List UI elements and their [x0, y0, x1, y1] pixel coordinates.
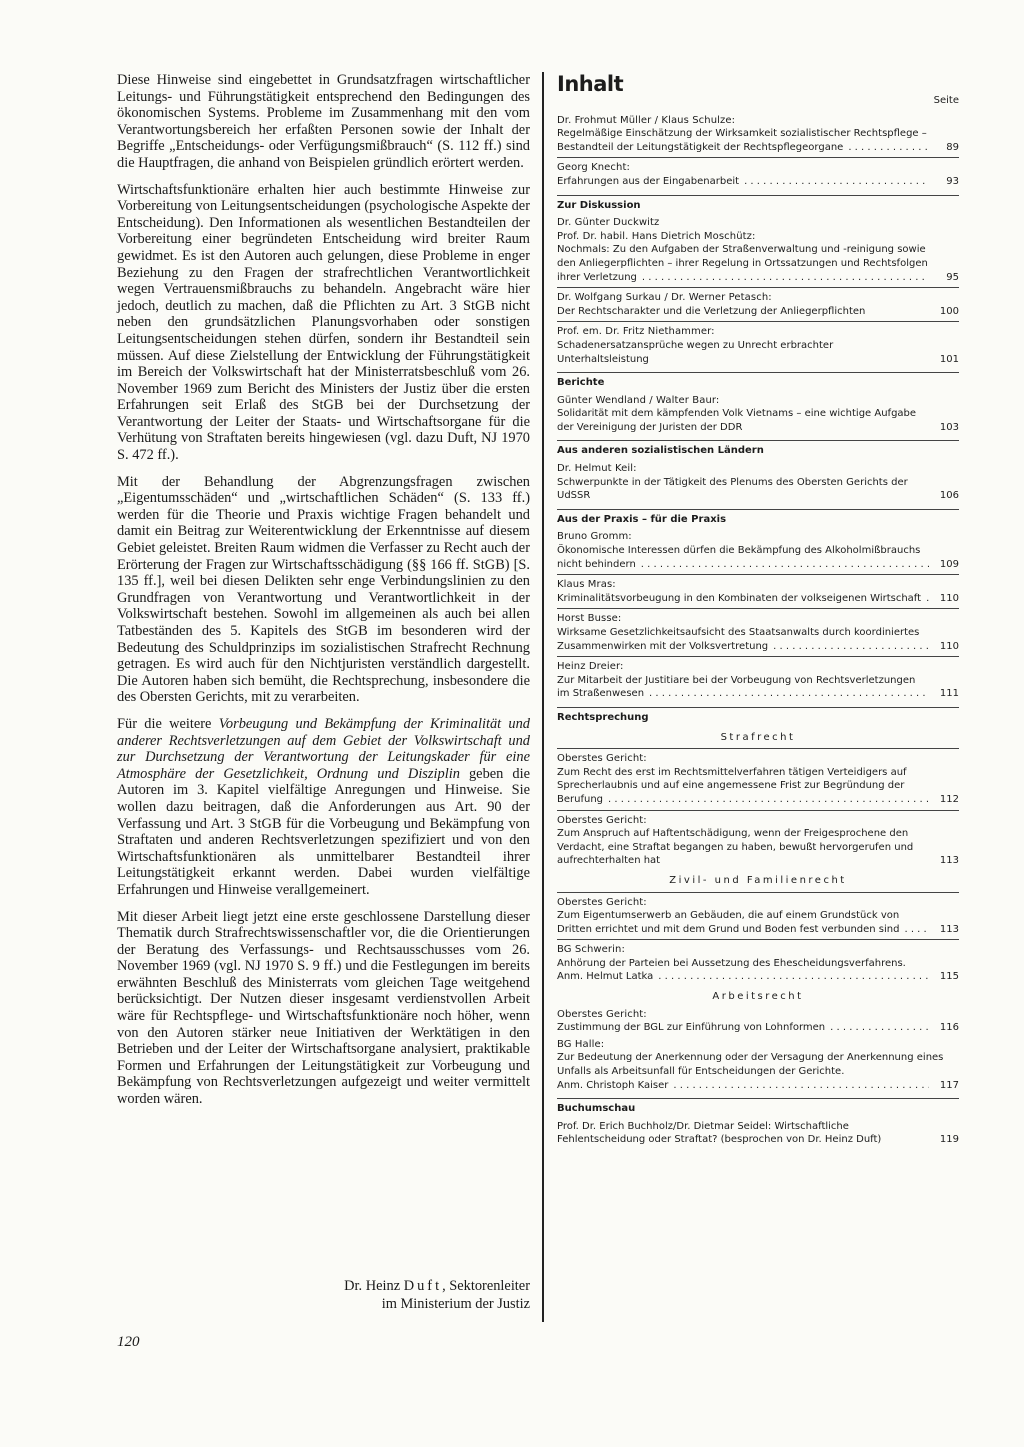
toc-page-ref: 109: [929, 558, 959, 572]
toc-entry: Prof. Dr. Erich Buchholz/Dr. Dietmar Seidel: Wirtschaftliche Fehlentscheidung oder Straftat? (besprochen von Dr. Heinz Duft) 119: [557, 1120, 959, 1146]
toc-page-ref: 89: [929, 141, 959, 155]
toc-page-ref: 112: [929, 793, 959, 807]
toc-section-heading: Aus der Praxis – für die Praxis: [557, 509, 959, 527]
toc-page-ref: 101: [929, 353, 959, 367]
toc-entry: Oberstes Gericht: Zum Anspruch auf Haftentschädigung, wenn der Freigesprochene den Verdacht, eine Straftat begangen zu haben, bewußt hervorgerufen und aufrechterhalten hat 113: [557, 810, 959, 868]
toc-entry: Oberstes Gericht: Zum Recht des erst im Rechtsmittelverfahren tätigen Verteidigers auf Sprecherlaubnis und auf eine angemessene Frist zur Begründung der Berufung . . . 112: [557, 748, 959, 806]
toc-entry: Horst Busse: Wirksame Gesetzlichkeitsaufsicht des Staatsanwalts durch koordiniertes Zusammenwirken mit der Volksvertretung . . . 110: [557, 608, 959, 653]
paragraph-4: Für die weitere Vorbeugung und Bekämpfung der Kriminalität und anderer Rechtsverletzungen auf dem Gebiet der Volkswirtschaft und zur Durchsetzung der Verantwortung der Leitungskader für eine Atmosphäre der Gesetzlichkeit, Ordnung und Disziplin geben die Autoren im 3. Kapitel vielfältige Anregungen und Hinweise. Sie wollen dazu beitragen, daß die Anforderungen aus Art. 90 der Verfassung und Art. 3 StGB für die Vorbeugung und Bekämpfung von Straftaten und anderen Rechtsverletzungen spezifiziert und von den Wirtschaftsfunktionären als unmittelbarer Bestandteil ihrer Leitungstätigkeit erkannt werden. Dabei wurden vielfältige Erfahrungen und Hinweise verallgemeinert.: [117, 715, 531, 898]
toc-page-ref: 95: [929, 271, 959, 285]
toc-entry: Dr. Günter Duckwitz Prof. Dr. habil. Hans Dietrich Moschütz: Nochmals: Zu den Aufgaben der Straßenverwaltung und -reinigung sowie den Anliegerpflichten – ihrer Regelung in Ortssatzungen und Rechtsfolgen ihrer Verletzung . . . 95: [557, 216, 959, 284]
toc-page-ref: 110: [929, 592, 959, 606]
toc-page-ref: 111: [929, 687, 959, 701]
table-of-contents: [557, 72, 959, 1150]
paragraph-5: Mit dieser Arbeit liegt jetzt eine erste geschlossene Darstellung dieser Thematik durch Strafrechtswissenschaftler vor, die die Orientierungen der Beratung des Verfassungs- und Rechtsausschusses vom 26. November 1969 (vgl. NJ 1970 S. 9 ff.) und die Festlegungen im bereits erwähnten Beschluß des Ministerrats vom gleichen Tage weitgehend berücksichtigt. Der Nutzen dieser insgesamt verdienstvollen Arbeit wäre für Rechtspflege- und Wirtschaftsfunktionäre noch höher, wenn von den Autoren stärker neue Initiativen der Werktätigen in den Betrieben und der Leiter der Wirtschaftsorgane analysiert, praktikable Formen und Erfahrungen der Leitungstätigkeit zur Vorbeugung und Bekämpfung von Rechtsverletzungen aufgezeigt und weiter vermittelt worden wären.: [117, 908, 530, 1108]
toc-page-ref: 106: [929, 489, 959, 503]
toc-page-ref: 116: [929, 1021, 959, 1035]
toc-subsection-heading: Zivil- und Familienrecht: [669, 874, 847, 886]
toc-page-ref: 119: [929, 1133, 959, 1147]
toc-page-ref: 93: [929, 175, 959, 189]
toc-entry: Dr. Frohmut Müller / Klaus Schulze: Regelmäßige Einschätzung der Wirksamkeit sozialistischer Rechtspflege – Bestandteil der Leitungstätigkeit der Rechtspflegeorgane . . . 89: [557, 114, 959, 155]
toc-entry: Dr. Wolfgang Surkau / Dr. Werner Petasch: Der Rechtscharakter und die Verletzung der Anliegerpflichten 100: [557, 287, 959, 318]
toc-page-ref: 113: [929, 923, 959, 937]
toc-section-heading: Buchumschau: [557, 1098, 959, 1116]
toc-subsection-heading: Arbeitsrecht: [712, 991, 804, 1003]
toc-page-ref: 115: [929, 970, 959, 984]
author-surname: Duft: [403, 1278, 443, 1294]
toc-page-ref: 113: [929, 854, 959, 868]
paragraph-2: Wirtschaftsfunktionäre erhalten hier auch bestimmte Hinweise zur Vorbereitung von Leitungsentscheidungen (psychologische Aspekte der Entscheidung). Den Informationen als wesentlichen Bestandteilen der Vorbereitung einer begründeten Entscheidung wird breiter Raum gewidmet. Es ist den Autoren auch gelungen, diese Probleme in enger Beziehung zu den Fragen der strafrechtlichen Verantwortlichkeit wegen Vertrauensmißbrauchs zu behandeln. Angebracht wäre hier jedoch, deutlich zu machen, daß die Pflichten zu Art. 3 StGB nicht neben den grundsätzlichen Planungsvorhaben oder sonstigen Leitungsentscheidungen stehen dürfen, sondern ihr Bestandteil sein müssen. Auf diese Zielstellung der Entwicklung der Führungstätigkeit im Bereich der Volkswirtschaft hat der Ministerratsbeschluß vom 26. November 1969 zum Bericht des Ministers der Justiz über die ersten Erfahrungen seit Erlaß des StGB bei der Durchsetzung der Verantwortung der Leiter der Staats- und Wirtschaftsorgane für die Verhütung von Straftaten bereits hingewiesen (vgl. dazu Duft, NJ 1970 S. 472 ff.).: [117, 181, 530, 464]
toc-entry: Günter Wendland / Walter Baur: Solidarität mit dem kämpfenden Volk Vietnams – eine wichtige Aufgabe der Vereinigung der Juristen der DDR 103: [557, 394, 959, 433]
paragraph-3: Mit der Behandlung der Abgrenzungsfragen zwischen „Eigentumsschäden“ und „wirtschaftlichen Schäden“ (S. 133 ff.) werden für die Theorie und Praxis wichtige Fragen behandelt und damit ein Beitrag zur Weiterentwicklung der Erkenntnisse auf diesem Gebiet geleistet. Breiten Raum widmen die Verfasser zu Recht auch der Erörterung der Fragen zur Wirtschaftsschädigung (§§ 166 ff. StGB) [S. 135 ff.], weil bei diesen Delikten sehr enge Verbindungslinien zu den Grundfragen von Verantwortung und Verantwortlichkeit in der Volkswirtschaft bestehen. Sowohl im allgemeinen als auch bei allen Tatbeständen des 5. Kapitels des StGB im besonderen wird der Bedeutung des Schuldprinzips im sozialistischen Strafrecht Rechnung getragen. Es wird auch für den Nichtjuristen verständlich dargestellt. Die Autoren haben sich bemüht, die Rechtsprechung, insbesondere die des Obersten Gerichts, mit zu verarbeiten.: [117, 473, 530, 706]
paragraph-1: Diese Hinweise sind eingebettet in Grundsatzfragen wirtschaftlicher Leitungs- und Führungstätigkeit entsprechend den Bedingungen des ökonomischen Systems. Probleme im Zusammenhang mit den vom Verantwortungsbereich her erfaßten Personen sowie der Inhalt der Begriffe „Entscheidungs- oder Verfügungsmißbrauch“ (S. 112 ff.) sind die Hauptfragen, die anhand von Beispielen gründlich erörtert werden.: [117, 72, 530, 171]
column-divider: [542, 72, 544, 1322]
toc-entry: Georg Knecht: Erfahrungen aus der Eingabenarbeit . . . 93: [557, 157, 959, 188]
toc-entry: Klaus Mras: Kriminalitätsvorbeugung in den Kombinaten der volkseigenen Wirtschaft . . . 110: [557, 574, 959, 605]
page-column-label: Seite: [933, 95, 959, 106]
toc-subsection-heading: Strafrecht: [720, 731, 796, 743]
toc-entry: Prof. em. Dr. Fritz Niethammer: Schadenersatzansprüche wegen zu Unrecht erbrachter Unterhaltsleistung 101: [557, 321, 959, 366]
author-signature: Dr. Heinz Duft, Sektorenleiter im Ministerium der Justiz: [344, 1278, 530, 1312]
toc-page-ref: 117: [929, 1079, 959, 1093]
toc-entry: Bruno Gromm: Ökonomische Interessen dürfen die Bekämpfung des Alkoholmißbrauchs nicht behindern . . . 109: [557, 530, 959, 571]
toc-entry: Oberstes Gericht: Zustimmung der BGL zur Einführung von Lohnformen . . . 116: [557, 1008, 959, 1035]
toc-page-ref: 103: [929, 421, 959, 435]
toc-title: Inhalt: [557, 72, 624, 96]
paragraph-4-emphasis: Vorbeugung und Bekämpfung der Kriminalität und anderer Rechtsverletzungen auf dem Gebiet der Volkswirtschaft und zur Durchsetzung der Verantwortung der Leitungskader für eine Atmosphäre der Gesetzlichkeit, Ordnung und Disziplin: [117, 715, 530, 782]
toc-section-heading: Aus anderen sozialistischen Ländern: [557, 440, 959, 458]
page-number: 120: [117, 1334, 140, 1350]
toc-section-heading: Zur Diskussion: [557, 195, 959, 213]
toc-entry: BG Schwerin: Anhörung der Parteien bei Aussetzung des Ehescheidungsverfahrens. Anm. Helmut Latka . . . 115: [557, 939, 959, 984]
toc-page-ref: 100: [929, 305, 959, 319]
toc-entry: Oberstes Gericht: Zum Eigentumserwerb an Gebäuden, die auf einem Grundstück von Dritten errichtet und mit dem Grund und Boden fest verbunden sind . . . 113: [557, 892, 959, 937]
toc-entry: Dr. Helmut Keil: Schwerpunkte in der Tätigkeit des Plenums des Obersten Gerichts der UdSSR 106: [557, 463, 959, 502]
toc-entry: BG Halle: Zur Bedeutung der Anerkennung oder der Versagung der Anerkennung eines Unfalls als Arbeitsunfall für Entscheidungen der Gerichte. Anm. Christoph Kaiser . . . 117: [557, 1038, 959, 1092]
toc-section-heading: Rechtsprechung: [557, 707, 959, 725]
toc-section-heading: Berichte: [557, 372, 959, 390]
toc-entry: Heinz Dreier: Zur Mitarbeit der Justitiare bei der Vorbeugung von Rechtsverletzungen im Straßenwesen . . . 111: [557, 656, 959, 701]
article-column: [117, 72, 530, 1118]
toc-page-ref: 110: [929, 640, 959, 654]
